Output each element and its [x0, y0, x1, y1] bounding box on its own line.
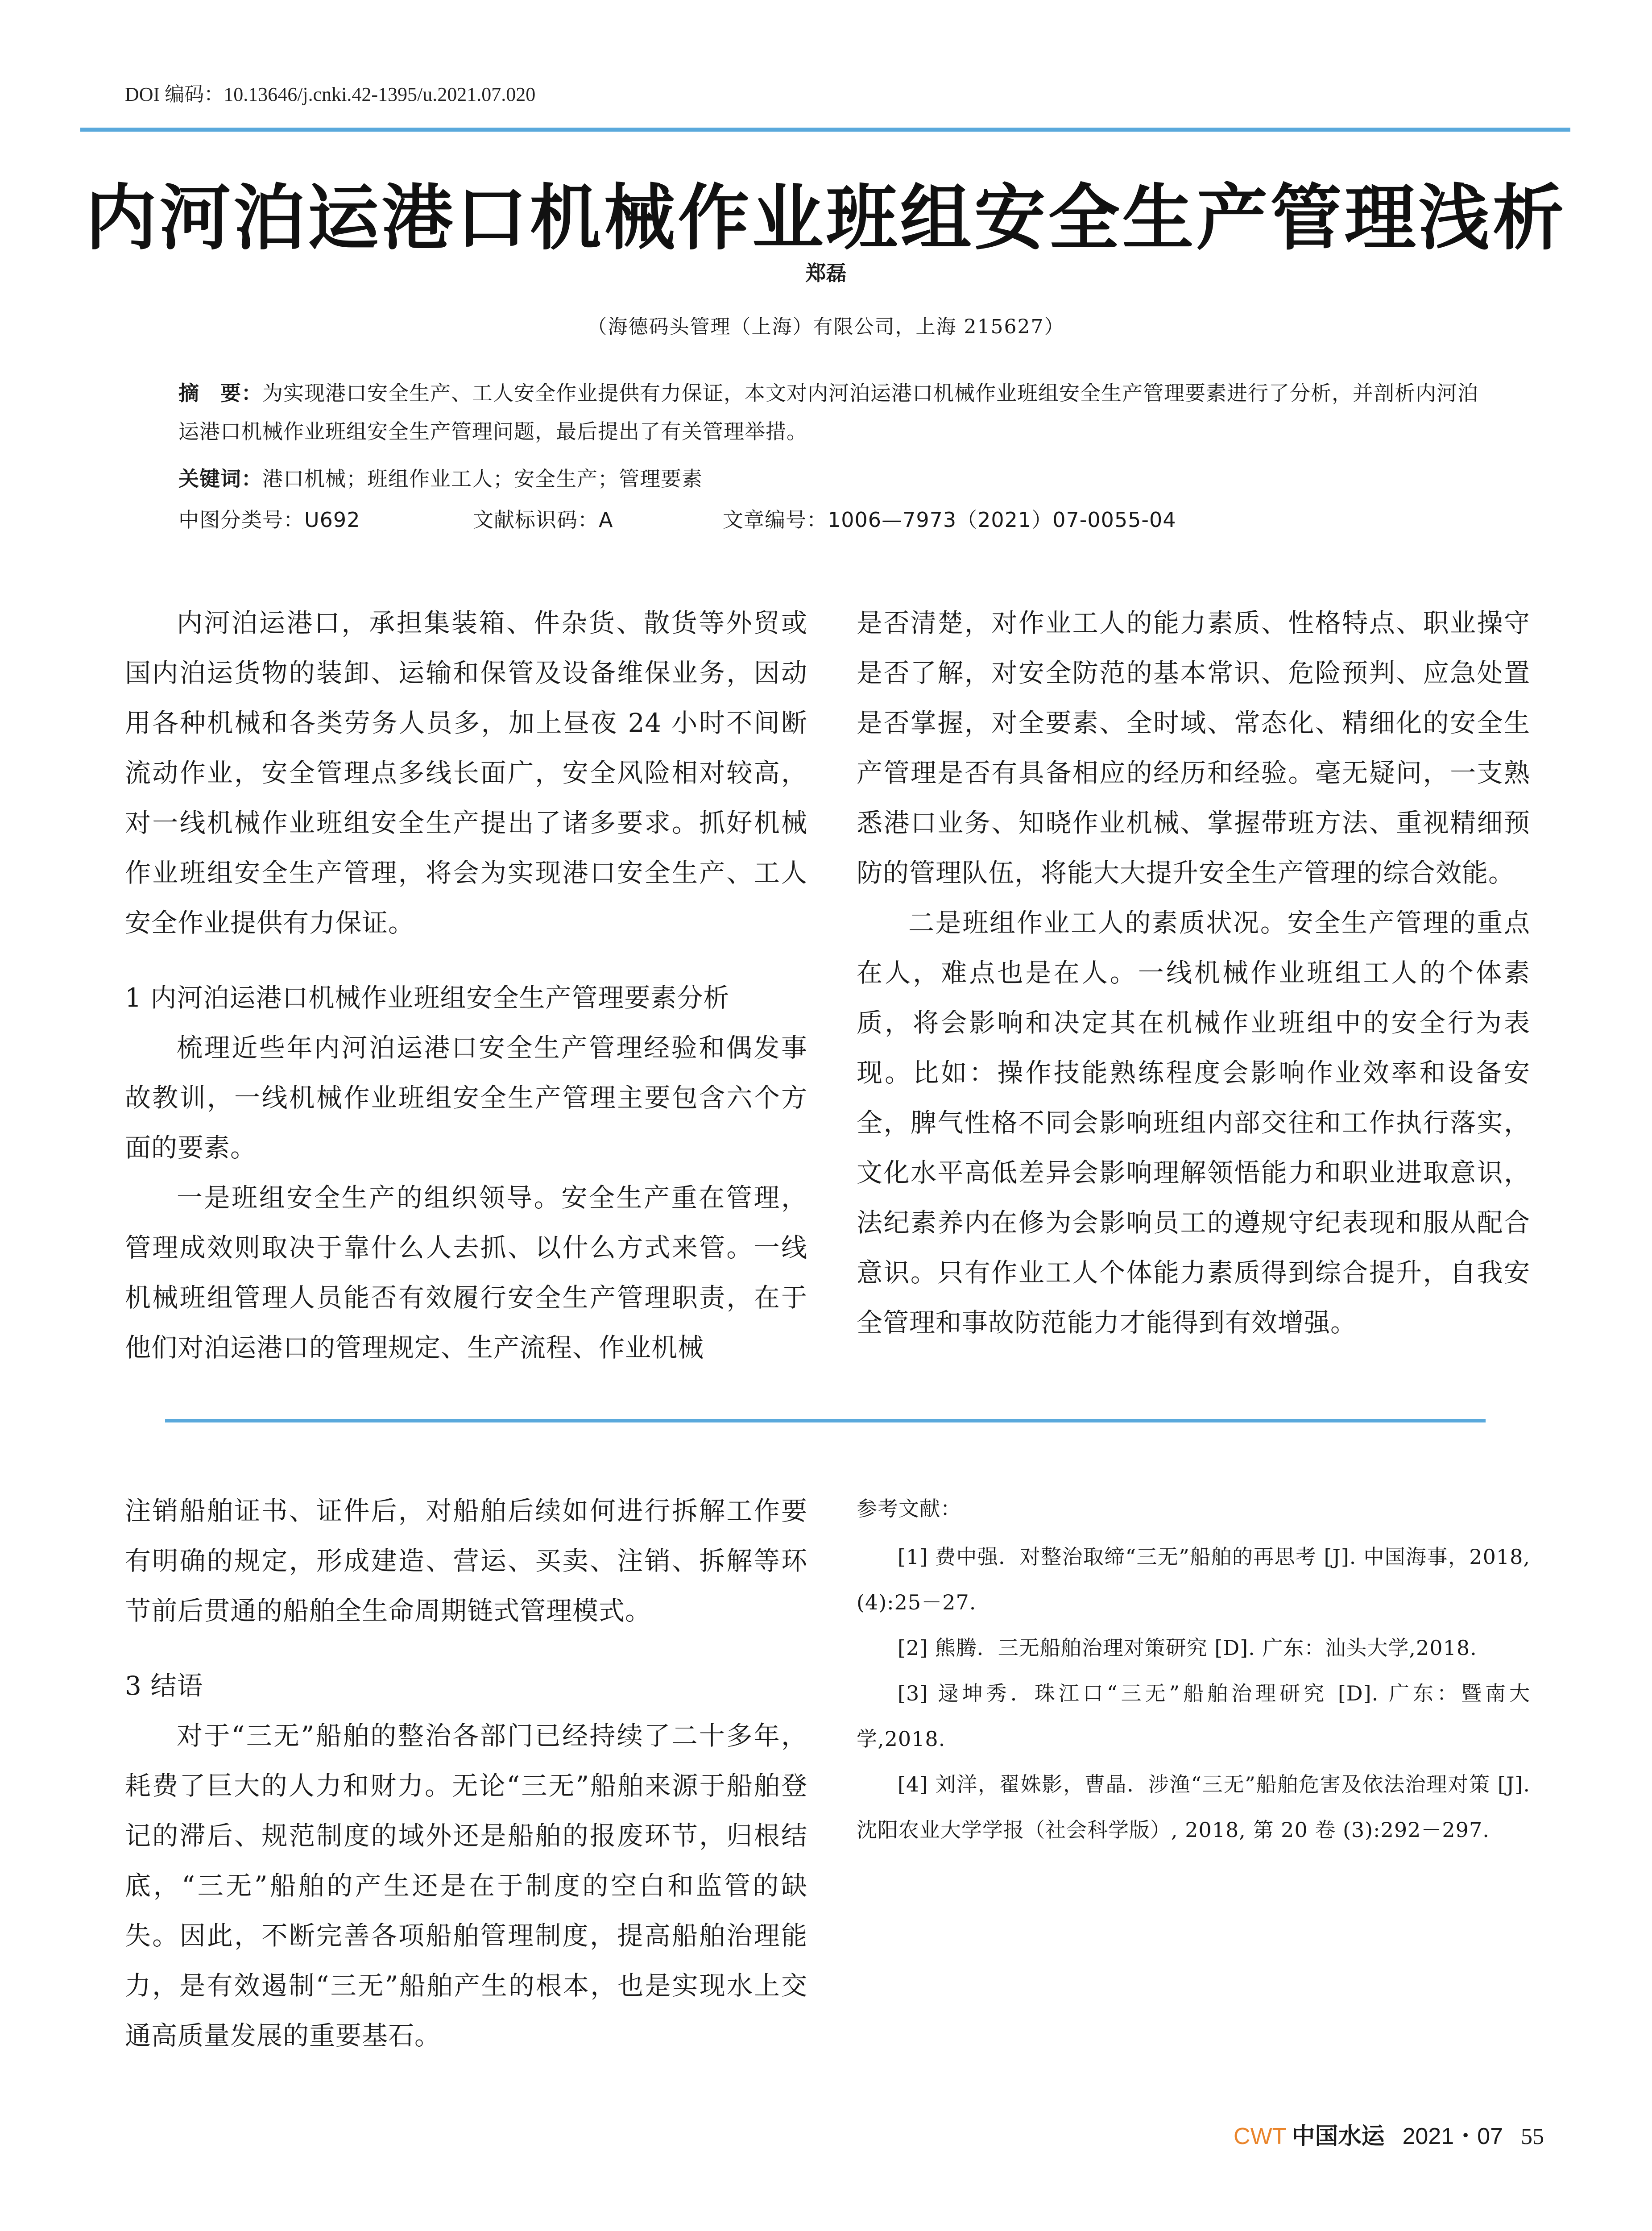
- reference-item: [3] 逯坤秀．珠江口“三无”船舶治理研究 [D]. 广东：暨南大学,2018.: [857, 1681, 1530, 1751]
- issue-number: 2021・07: [1402, 2123, 1503, 2149]
- top-divider: [80, 128, 1570, 132]
- continued-paragraph: 注销船舶证书、证件后，对船舶后续如何进行拆解工作要有明确的规定，形成建造、营运、买卖、注销、拆解等环节前后贯通的船舶全生命周期链式管理模式。: [125, 1496, 807, 1626]
- keywords-text: 港口机械；班组作业工人；安全生产；管理要素: [262, 467, 703, 491]
- section-3-heading: 3 结语: [125, 1671, 203, 1701]
- classification-line: [178, 501, 1499, 539]
- abstract: [178, 374, 1499, 451]
- article-number: 文章编号：1006—7973（2021）07-0055-04: [723, 508, 1176, 532]
- continued-column-left: [125, 1486, 807, 2061]
- abstract-label: 摘 要：: [178, 381, 262, 405]
- page-number: 55: [1521, 2124, 1544, 2149]
- section-1-paragraph-3: 二是班组作业工人的素质状况。安全生产管理的重点在人，难点也是在人。一线机械作业班组工人的个体素质，将会影响和决定其在机械作业班组中的安全行为表现。比如：操作技能熟练程度会影响作业效率和设备安全，脾气性格不同会影响班组内部交往和工作执行落实，文化水平高低差异会影响理解领悟能力和职业进取意识，法纪素养内在修为会影响员工的遵规守纪表现和服从配合意识。只有作业工人个体能力素质得到综合提升，自我安全管理和事故防范能力才能得到有效增强。: [857, 908, 1530, 1338]
- keywords-label: 关键词：: [178, 467, 262, 491]
- section-1-heading: 1 内河泊运港口机械作业班组安全生产管理要素分析: [125, 983, 730, 1013]
- reference-item: [2] 熊腾．三无船舶治理对策研究 [D]. 广东：汕头大学,2018.: [898, 1636, 1477, 1660]
- references-heading: 参考文献：: [857, 1497, 961, 1521]
- magazine-name: 中国水运: [1292, 2123, 1385, 2150]
- body-column-left: [125, 598, 807, 1373]
- intro-paragraph: 内河泊运港口，承担集装箱、件杂货、散货等外贸或国内泊运货物的装卸、运输和保管及设备维保业务，因动用各种机械和各类劳务人员多，加上昼夜 24 小时不间断流动作业，安全管理点多线长面广，安全风险相对较高，对一线机械作业班组安全生产提出了诸多要求。抓好机械作业班组安全生产管理，将会为实现港口安全生产、工人安全作业提供有力保证。: [125, 608, 807, 938]
- keywords: [178, 460, 1499, 498]
- body-column-right: [857, 598, 1530, 1348]
- doi-header: DOI 编码：10.13646/j.cnki.42-1395/u.2021.07.020: [125, 83, 536, 105]
- page-jump-divider: [165, 1419, 1486, 1422]
- reference-item: [4] 刘洋，翟姝影，曹晶．涉渔“三无”船舶危害及依法治理对策 [J]. 沈阳农业大学学报（社会科学版）, 2018, 第 20 卷 (3):292－297.: [857, 1772, 1530, 1842]
- reference-item: [1] 费中强．对整治取缔“三无”船舶的再思考 [J]. 中国海事，2018, (4):25－27.: [857, 1545, 1530, 1614]
- abstract-text: 为实现港口安全生产、工人安全作业提供有力保证，本文对内河泊运港口机械作业班组安全生产管理要素进行了分析，并剖析内河泊运港口机械作业班组安全生产管理问题，最后提出了有关管理举措。: [178, 381, 1478, 444]
- brand-logo: CWT: [1234, 2123, 1287, 2149]
- conclusion-paragraph: 对于“三无”船舶的整治各部门已经持续了二十多年，耗费了巨大的人力和财力。无论“三无”船舶来源于船舶登记的滞后、规范制度的域外还是船舶的报废环节，归根结底，“三无”船舶的产生还是在于制度的空白和监管的缺失。因此，不断完善各项船舶管理制度，提高船舶治理能力，是有效遏制“三无”船舶产生的根本，也是实现水上交通高质量发展的重要基石。: [125, 1721, 807, 2051]
- document-code: 文献标识码：A: [473, 508, 613, 532]
- section-1-paragraph-2: 一是班组安全生产的组织领导。安全生产重在管理，管理成效则取决于靠什么人去抓、以什么方式来管。一线机械班组管理人员能否有效履行安全生产管理职责，在于他们对泊运港口的管理规定、生产流程、作业机械: [125, 1182, 807, 1363]
- author-affiliation: （海德码头管理（上海）有限公司，上海 215627）: [587, 315, 1065, 338]
- page-footer: [1234, 2117, 1544, 2151]
- clc-number: 中图分类号：U692: [178, 508, 360, 532]
- author-name: 郑磊: [805, 261, 847, 285]
- section-1-paragraph-1: 梳理近些年内河泊运港口安全生产管理经验和偶发事故教训，一线机械作业班组安全生产管理主要包含六个方面的要素。: [125, 1033, 807, 1163]
- article-title: 内河泊运港口机械作业班组安全生产管理浅析: [85, 176, 1567, 260]
- references-column: [857, 1486, 1530, 1853]
- section-1-paragraph-2-continued: 是否清楚，对作业工人的能力素质、性格特点、职业操守是否了解，对安全防范的基本常识、危险预判、应急处置是否掌握，对全要素、全时域、常态化、精细化的安全生产管理是否有具备相应的经历和经验。毫无疑问，一支熟悉港口业务、知晓作业机械、掌握带班方法、重视精细预防的管理队伍，将能大大提升安全生产管理的综合效能。: [857, 608, 1530, 888]
